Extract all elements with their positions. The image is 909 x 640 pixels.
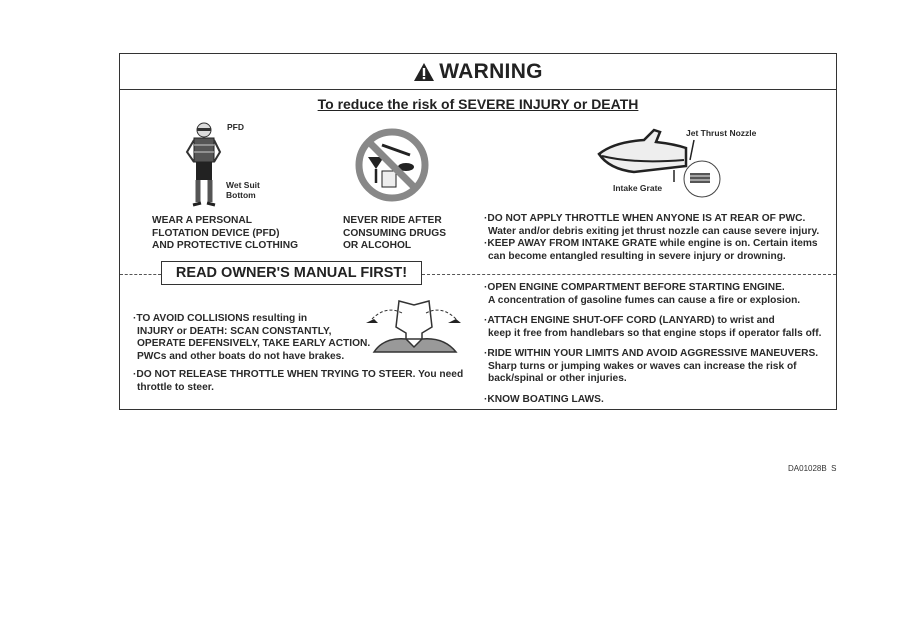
warning-triangle-icon (413, 62, 435, 82)
pfd-label: PFD (227, 122, 244, 132)
throttle-text: ·DO NOT RELEASE THROTTLE WHEN TRYING TO STEER. You need throttle to steer. (133, 369, 464, 393)
warning-header (120, 54, 836, 90)
jet-thrust-nozzle-label: Jet Thrust Nozzle (686, 128, 757, 138)
limits-text: ·RIDE WITHIN YOUR LIMITS AND AVOID AGGRESSIVE MANEUVERS. Sharp turns or jumping wakes or waves can increase the risk of back/spinal or other injuries. (484, 348, 819, 384)
pfd-text: WEAR A PERSONAL FLOTATION DEVICE (PFD) AND PROTECTIVE CLOTHING (152, 215, 299, 251)
section-divider (120, 274, 161, 275)
scanning-head-illustration (364, 297, 464, 355)
warning-title: WARNING (439, 59, 543, 83)
pfd-person-illustration (182, 120, 232, 215)
boating-laws-text: ·KNOW BOATING LAWS. (484, 394, 604, 405)
subtitle: To reduce the risk of SEVERE INJURY or DEATH (317, 96, 639, 112)
wetsuit-label: Wet Suit Bottom (226, 180, 260, 200)
section-divider (422, 274, 836, 275)
drugs-text: NEVER RIDE AFTER CONSUMING DRUGS OR ALCOHOL (343, 215, 447, 251)
collisions-text: ·TO AVOID COLLISIONS resulting in INJURY or DEATH: SCAN CONSTANTLY, OPERATE DEFENSIVELY, TAKE EARLY ACTION. PWCs and other boats do not have brakes. (133, 313, 371, 362)
lanyard-text: ·ATTACH ENGINE SHUT-OFF CORD (LANYARD) to wrist and keep it free from handlebars so that engine stops if operator falls off. (484, 315, 822, 339)
document-code: DA01028B S (788, 464, 837, 473)
pwc-text: ·DO NOT APPLY THROTTLE WHEN ANYONE IS AT REAR OF PWC. Water and/or debris exiting jet thrust nozzle can cause severe injury. ·KEEP AWAY FROM INTAKE GRATE while engine is on. Certain items can become entangled resulting in severe injury or drowning. (484, 213, 820, 262)
engine-compartment-text: ·OPEN ENGINE COMPARTMENT BEFORE STARTING ENGINE. A concentration of gasoline fumes can cause a fire or explosion. (484, 282, 801, 306)
warning-label (119, 53, 837, 410)
no-drugs-alcohol-icon (354, 127, 430, 203)
read-manual-banner: READ OWNER'S MANUAL FIRST! (161, 261, 422, 285)
intake-grate-label: Intake Grate (613, 183, 663, 193)
